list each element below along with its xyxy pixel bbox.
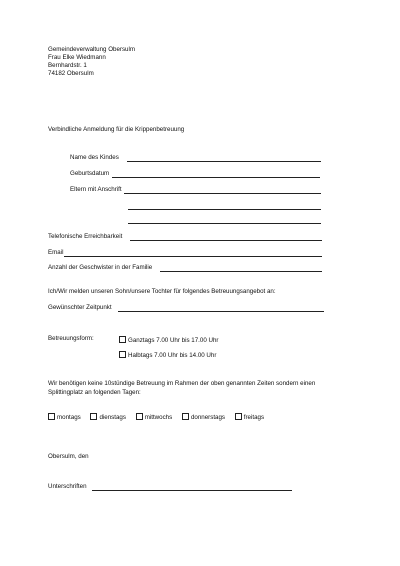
birthdate-label: Geburtsdatum bbox=[70, 170, 110, 177]
phone-label: Telefonische Erreichbarkeit bbox=[48, 233, 123, 240]
care-option-halfday[interactable]: Halbtags 7.00 Uhr bis 14.00 Uhr bbox=[119, 351, 216, 359]
checkbox-icon[interactable] bbox=[119, 336, 126, 343]
days-row bbox=[48, 413, 272, 421]
checkbox-icon[interactable] bbox=[48, 413, 55, 420]
email-line[interactable] bbox=[64, 256, 322, 257]
address-line-3: Bernhardstr. 1 bbox=[48, 62, 87, 69]
checkbox-icon[interactable] bbox=[235, 413, 242, 420]
phone-line[interactable] bbox=[130, 240, 322, 241]
day-option-wednesday[interactable]: mittwochs bbox=[136, 413, 173, 421]
checkbox-icon[interactable] bbox=[119, 351, 126, 358]
care-option-fullday[interactable]: Ganztags 7.00 Uhr bis 17.00 Uhr bbox=[119, 336, 218, 344]
signatures-label: Unterschriften bbox=[48, 483, 87, 490]
parents-line-3[interactable] bbox=[128, 223, 321, 224]
siblings-line[interactable] bbox=[160, 271, 322, 272]
address-line-1: Gemeindeverwaltung Obersulm bbox=[48, 46, 136, 53]
parents-line-2[interactable] bbox=[128, 209, 321, 210]
signatures-line[interactable] bbox=[92, 490, 292, 491]
child-name-line[interactable] bbox=[127, 161, 321, 162]
checkbox-icon[interactable] bbox=[90, 413, 97, 420]
address-line-2: Frau Elke Wiedmann bbox=[48, 54, 106, 61]
day-option-tuesday[interactable]: dienstags bbox=[90, 413, 126, 421]
parents-line-1[interactable] bbox=[124, 193, 321, 194]
desired-time-label: Gewünschter Zeitpunkt bbox=[48, 304, 112, 311]
email-label: Email bbox=[48, 249, 64, 256]
birthdate-line[interactable] bbox=[112, 177, 320, 178]
form-title: Verbindliche Anmeldung für die Krippenbetreuung bbox=[48, 126, 185, 133]
care-form-label: Betreuungsform: bbox=[48, 335, 94, 342]
place-date-label: Obersulm, den bbox=[48, 453, 89, 460]
checkbox-icon[interactable] bbox=[136, 413, 143, 420]
desired-time-line[interactable] bbox=[118, 311, 324, 312]
child-name-label: Name des Kindes bbox=[70, 154, 119, 161]
parents-label: Eltern mit Anschrift bbox=[70, 186, 122, 193]
siblings-label: Anzahl der Geschwister in der Familie bbox=[48, 264, 153, 271]
day-option-monday[interactable]: montags bbox=[48, 413, 81, 421]
day-option-thursday[interactable]: donnerstags bbox=[182, 413, 225, 421]
checkbox-icon[interactable] bbox=[182, 413, 189, 420]
note-line-1: Wir benötigen keine 10stündige Betreuung im Rahmen der oben genannten Zeiten sondern einen bbox=[48, 380, 316, 387]
note-line-2: Splittingplatz an folgenden Tagen: bbox=[48, 389, 141, 396]
registration-statement: Ich/Wir melden unseren Sohn/unsere Tochter für folgendes Betreuungsangebot an: bbox=[48, 288, 276, 295]
day-option-friday[interactable]: freitags bbox=[235, 413, 264, 421]
address-line-4: 74182 Obersulm bbox=[48, 70, 94, 77]
